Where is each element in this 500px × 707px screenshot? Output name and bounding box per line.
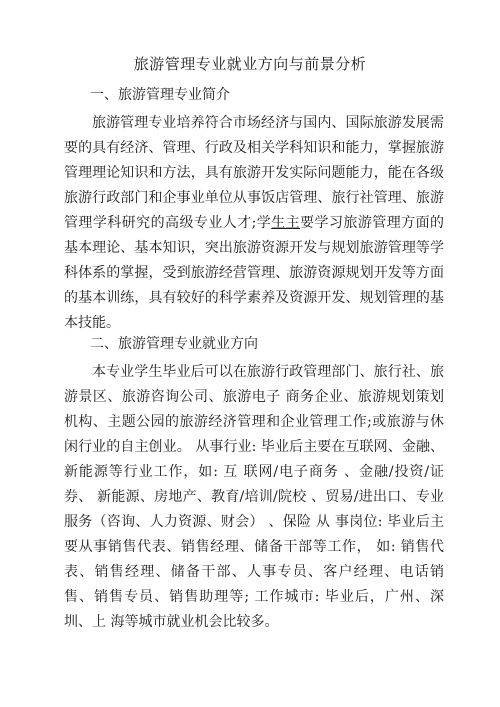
intro-paragraph: [64, 111, 444, 336]
intro-text-part2: 要学习旅游管理方面的基本理论、基本知识，突出旅游资源开发与规划旅游管理等学科体系的掌握，受到旅游经营管理、旅游资源规划开发等方面的基本训练，具有较好的科学素养及资源开发、规划管理的基本技能。: [64, 215, 445, 331]
section-heading-career: 二、旅游管理专业就业方向: [90, 336, 258, 352]
career-paragraph: 本专业学生毕业后可以在旅游行政管理部门、旅行社、旅游景区、旅游咨询公司、旅游电子 商务企业、旅游规划策划机构、主题公园的旅游经济管理和企业管理工作;或旅游与休闲行业的自主创业。 从事行业: 毕业后主要在互联网、金融、新能源等行业工作，如: 互 联网/电子商务 、金融/投资/证券、 新能源、房地产、教育/培训/院校 、贸易/进出口、专业服务（咨询、人力资源、财会） 、保险 从 事岗位: 毕业后主要从事销售代表、销售经理、储备干部等工作， 如: 销售代表、销售经理、储备干部、人事专员、客户经理、电话销 售、销售专员、销售助理等; 工作城市: 毕业后，广州、深圳、上 海等城市就业机会比较多。: [64, 364, 444, 630]
section-heading-intro: 一、旅游管理专业简介: [90, 87, 230, 103]
document-title: 旅游管理专业就业方向与前景分析: [133, 55, 367, 73]
intro-text-underlined: 生主: [271, 215, 301, 231]
intro-text-part1: 旅游管理专业培养符合市场经济与国内、国际旅游发展需要的具有经济、管理、行政及相关学科知识和能力，掌握旅游管理理论知识和方法，具有旅游开发实际问题能力，能在各级旅游行政部门和企事业单位从事饭店管理、旅行社管理、旅游管理学科研究的高级专业人才;学: [64, 115, 444, 231]
